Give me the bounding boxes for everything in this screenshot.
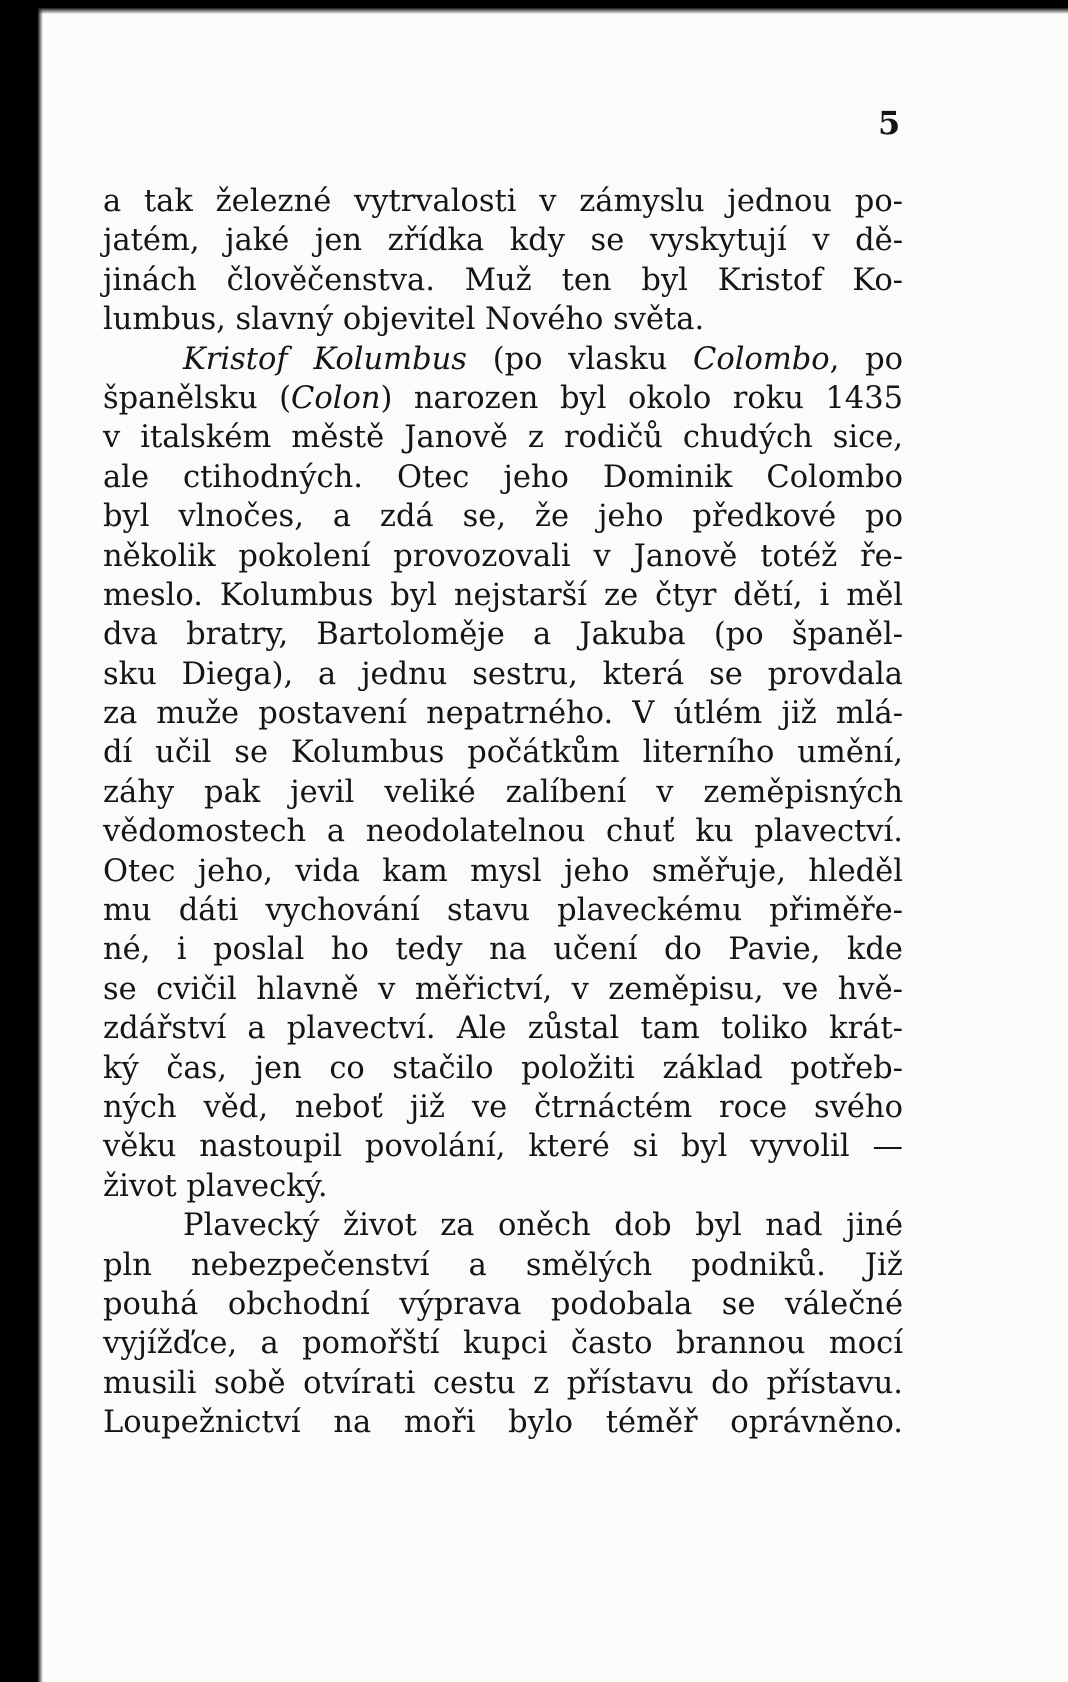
book-page	[38, 8, 1068, 1682]
text-line: několik pokolení provozovali v Janově totéž ře-	[103, 538, 903, 574]
text-line: vědomostech a neodolatelnou chuť ku plavectví.	[103, 814, 903, 850]
text-line: v italském městě Janově z rodičů chudých sice,	[103, 420, 903, 456]
text-line: lumbus, slavný objevitel Nového světa.	[103, 302, 705, 338]
text-line: vyjížďce, a pomořští kupci často brannou mocí	[103, 1326, 903, 1362]
text-line: záhy pak jevil veliké zalíbení v zeměpisných	[103, 774, 903, 810]
text-line: dí učil se Kolumbus počátkům literního umění,	[103, 735, 903, 771]
text-line: dva bratry, Bartoloměje a Jakuba (po španěl-	[103, 617, 903, 653]
text-line: mu dáti vychování stavu plaveckému přiměře-	[103, 893, 903, 929]
page-binding-shadow	[38, 8, 43, 1682]
text-line: Loupežnictví na moři bylo téměř oprávněno.	[103, 1405, 903, 1441]
page-top-shadow	[38, 8, 1068, 14]
text-run: (po vlasku	[492, 341, 694, 377]
text-line: sku Diega), a jednu sestru, která se provdala	[103, 656, 903, 692]
italic-name: Colombo	[693, 341, 830, 377]
text-line: španělsku (Colon) narozen byl okolo roku 1435	[103, 380, 904, 416]
text-line: za muže postavení nepatrného. V útlém již mlá-	[103, 696, 903, 732]
text-run: ) narozen byl okolo roku 1435	[380, 380, 904, 416]
text-line: pouhá obchodní výprava podobala se válečné	[103, 1286, 903, 1322]
body-text	[103, 182, 903, 1443]
text-run: španělsku	[103, 380, 280, 416]
text-line: Otec jeho, vida kam mysl jeho směřuje, hleděl	[103, 853, 903, 889]
text-line: ných věd, neboť již ve čtrnáctém roce svého	[103, 1089, 903, 1125]
italic-name: Colon	[291, 380, 381, 416]
text-line: jinách člověčenstva. Muž ten byl Kristof Ko-	[103, 262, 903, 298]
text-line: Plavecký život za oněch dob byl nad jiné	[183, 1208, 903, 1244]
text-line: byl vlnočes, a zdá se, že jeho předkové po	[103, 499, 903, 535]
text-line: pln nebezpečenství a smělých podniků. Již	[103, 1247, 903, 1283]
text-line	[103, 340, 903, 379]
italic-name: Kristof Kolumbus	[183, 341, 467, 377]
text-line: ale ctihodných. Otec jeho Dominik Colombo	[103, 459, 903, 495]
text-line: a tak železné vytrvalosti v zámyslu jednou po-	[103, 184, 903, 219]
text-line: musili sobě otvírati cestu z přístavu do přístavu.	[103, 1365, 903, 1401]
text-line: zdářství a plavectví. Ale zůstal tam toliko krát-	[103, 1011, 903, 1047]
text-line: meslo. Kolumbus byl nejstarší ze čtyr dětí, i měl	[103, 577, 903, 613]
text-line: né, i poslal ho tedy na učení do Pavie, kde	[103, 932, 903, 968]
text-line: věku nastoupil povolání, které si byl vyvolil —	[103, 1129, 903, 1165]
text-line: život plavecký.	[103, 1168, 328, 1204]
text-line: se cvičil hlavně v měřictví, v zeměpisu, ve hvě-	[103, 971, 903, 1007]
text-run: , po	[829, 341, 904, 377]
text-line: jatém, jaké jen zřídka kdy se vyskytují v dě-	[103, 223, 903, 259]
page-number: 5	[878, 104, 901, 142]
text-line: ký čas, jen co stačilo položiti základ potřeb-	[103, 1050, 903, 1086]
